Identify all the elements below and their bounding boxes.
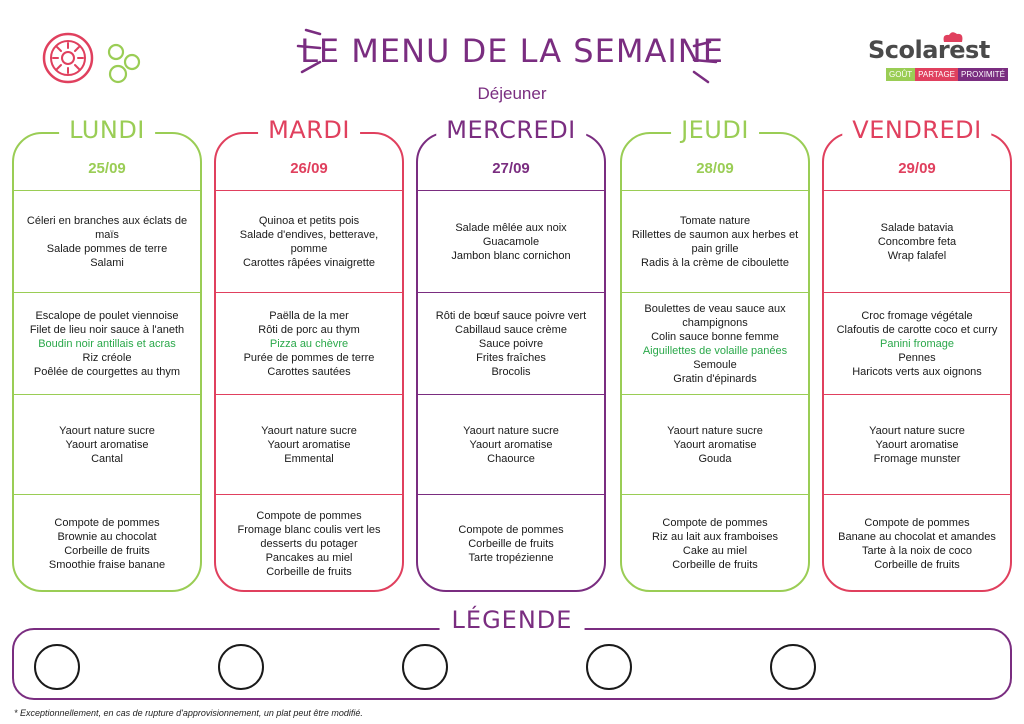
menu-item: Gouda	[698, 452, 732, 465]
menu-item: Paëlla de la mer	[269, 309, 349, 322]
menu-item: Guacamole	[482, 235, 540, 248]
day-name: LUNDI	[59, 116, 155, 144]
day-column-lundi	[12, 116, 202, 592]
legend-symbol-slot	[770, 644, 816, 690]
menu-course-section	[216, 394, 402, 494]
menu-item: Salade batavia	[880, 221, 954, 234]
menu-item: Radis à la crème de ciboulette	[641, 256, 789, 269]
menu-course-section	[418, 394, 604, 494]
menu-course-section	[418, 494, 604, 592]
day-column-jeudi	[620, 116, 810, 592]
menu-item: Riz au lait aux framboises	[652, 530, 778, 543]
menu-item: Compote de pommes	[662, 516, 768, 529]
menu-item: Croc fromage végétale	[861, 309, 973, 322]
menu-item: Salade mêlée aux noix	[455, 221, 567, 234]
legend-symbol-slot	[218, 644, 264, 690]
menu-course-section	[418, 190, 604, 292]
menu-item: Corbeille de fruits	[64, 544, 150, 557]
menu-item: Cabillaud sauce crème	[455, 323, 567, 336]
menu-item: Rôti de porc au thym	[258, 323, 360, 336]
menu-item: Rôti de bœuf sauce poivre vert	[435, 309, 587, 322]
tagline-word: GOÛT	[886, 68, 915, 81]
menu-item: Banane au chocolat et amandes	[838, 530, 996, 543]
menu-item: Corbeille de fruits	[672, 558, 758, 571]
menu-item: Aiguillettes de volaille panées	[642, 344, 788, 357]
brand-logo	[862, 30, 1012, 88]
menu-item: Fromage blanc coulis vert les desserts du potager	[237, 523, 381, 550]
legend-symbol-slot	[34, 644, 80, 690]
menu-item: Smoothie fraise banane	[48, 558, 166, 571]
menu-item: Corbeille de fruits	[266, 565, 352, 578]
menu-item: Panini fromage	[880, 337, 954, 350]
menu-item: Compote de pommes	[256, 509, 362, 522]
day-name: VENDREDI	[842, 116, 991, 144]
tagline-word: PARTAGE	[915, 68, 958, 81]
menu-item: Fromage munster	[873, 452, 961, 465]
menu-item: Compote de pommes	[458, 523, 564, 536]
menu-item: Corbeille de fruits	[874, 558, 960, 571]
menu-item: Yaourt aromatise	[875, 438, 959, 451]
menu-item: Cake au miel	[682, 544, 748, 557]
menu-item: Céleri en branches aux éclats de maïs	[26, 214, 188, 241]
menu-course-section	[418, 292, 604, 394]
menu-item: Haricots verts aux oignons	[852, 365, 982, 378]
footnote: * Exceptionnellement, en cas de rupture d'approvisionnement, un plat peut être modifié.	[14, 708, 363, 718]
menu-course-section	[216, 292, 402, 394]
menu-item: Brocolis	[491, 365, 531, 378]
menu-item: Corbeille de fruits	[468, 537, 554, 550]
menu-item: Semoule	[693, 358, 737, 371]
legend-symbol-slot	[402, 644, 448, 690]
menu-item: Escalope de poulet viennoise	[35, 309, 179, 322]
menu-item: Compote de pommes	[864, 516, 970, 529]
menu-course-section	[824, 394, 1010, 494]
menu-course-section	[622, 292, 808, 394]
menu-item: Carottes sautées	[267, 365, 351, 378]
menu-item: Pancakes au miel	[265, 551, 353, 564]
menu-course-section	[622, 394, 808, 494]
day-column-mercredi	[416, 116, 606, 592]
menu-item: Colin sauce bonne femme	[651, 330, 779, 343]
legend-symbol-slot	[586, 644, 632, 690]
menu-item: Salami	[90, 256, 124, 269]
menu-item: Poêlée de courgettes au thym	[33, 365, 181, 378]
day-date: 26/09	[290, 160, 328, 177]
menu-item: Wrap falafel	[887, 249, 947, 262]
menu-item: Tomate nature	[679, 214, 751, 227]
day-date: 27/09	[492, 160, 530, 177]
legend-box	[12, 606, 1012, 700]
menu-item: Salade d'endives, betterave, pomme	[239, 228, 379, 255]
menu-item: Brownie au chocolat	[57, 530, 157, 543]
menu-item: Yaourt aromatise	[673, 438, 757, 451]
menu-course-section	[14, 494, 200, 592]
menu-item: Cantal	[91, 452, 123, 465]
menu-item: Clafoutis de carotte coco et curry	[836, 323, 998, 336]
menu-item: Riz créole	[82, 351, 132, 364]
day-column-mardi	[214, 116, 404, 592]
menu-item: Boulettes de veau sauce aux champignons	[644, 302, 786, 329]
legend-title: LÉGENDE	[440, 606, 585, 634]
day-name: JEUDI	[671, 116, 759, 144]
menu-item: Pizza au chèvre	[269, 337, 349, 350]
menu-item: Tarte à la noix de coco	[861, 544, 973, 557]
day-date: 28/09	[696, 160, 734, 177]
menu-course-section	[14, 394, 200, 494]
day-date: 25/09	[88, 160, 126, 177]
page-title: LE MENU DE LA SEMAINE	[300, 32, 724, 70]
menu-item: Yaourt nature sucre	[667, 424, 763, 437]
menu-item: Filet de lieu noir sauce à l'aneth	[29, 323, 185, 336]
brand-tagline	[886, 68, 1008, 81]
menu-item: Boudin noir antillais et acras	[38, 337, 176, 350]
menu-item: Tarte tropézienne	[468, 551, 554, 564]
menu-item: Yaourt nature sucre	[59, 424, 155, 437]
menu-item: Sauce poivre	[478, 337, 544, 350]
menu-item: Jambon blanc cornichon	[451, 249, 571, 262]
menu-course-section	[216, 494, 402, 592]
brand-name: Scolarest	[868, 36, 990, 64]
menu-course-section	[14, 292, 200, 394]
menu-item: Chaource	[487, 452, 535, 465]
menu-item: Yaourt aromatise	[267, 438, 351, 451]
tagline-word: PROXIMITÉ	[958, 68, 1008, 81]
menu-course-section	[622, 494, 808, 592]
day-name: MERCREDI	[436, 116, 586, 144]
menu-item: Emmental	[284, 452, 334, 465]
menu-item: Gratin d'épinards	[673, 372, 757, 385]
menu-course-section	[824, 292, 1010, 394]
menu-item: Purée de pommes de terre	[243, 351, 375, 364]
menu-item: Concombre feta	[877, 235, 957, 248]
menu-item: Rillettes de saumon aux herbes et pain grille	[631, 228, 799, 255]
menu-item: Pennes	[898, 351, 936, 364]
menu-item: Quinoa et petits pois	[258, 214, 360, 227]
menu-course-section	[216, 190, 402, 292]
meal-subtitle: Déjeuner	[477, 84, 547, 103]
day-name: MARDI	[258, 116, 360, 144]
menu-item: Yaourt nature sucre	[261, 424, 357, 437]
menu-item: Yaourt nature sucre	[463, 424, 559, 437]
menu-item: Carottes râpées vinaigrette	[242, 256, 376, 269]
menu-course-section	[824, 190, 1010, 292]
menu-item: Salade pommes de terre	[46, 242, 168, 255]
menu-item: Yaourt nature sucre	[869, 424, 965, 437]
menu-item: Frites fraîches	[476, 351, 546, 364]
menu-course-section	[622, 190, 808, 292]
menu-course-section	[824, 494, 1010, 592]
menu-course-section	[14, 190, 200, 292]
day-date: 29/09	[898, 160, 936, 177]
menu-item: Yaourt aromatise	[469, 438, 553, 451]
menu-item: Yaourt aromatise	[65, 438, 149, 451]
menu-item: Compote de pommes	[54, 516, 160, 529]
day-column-vendredi	[822, 116, 1012, 592]
